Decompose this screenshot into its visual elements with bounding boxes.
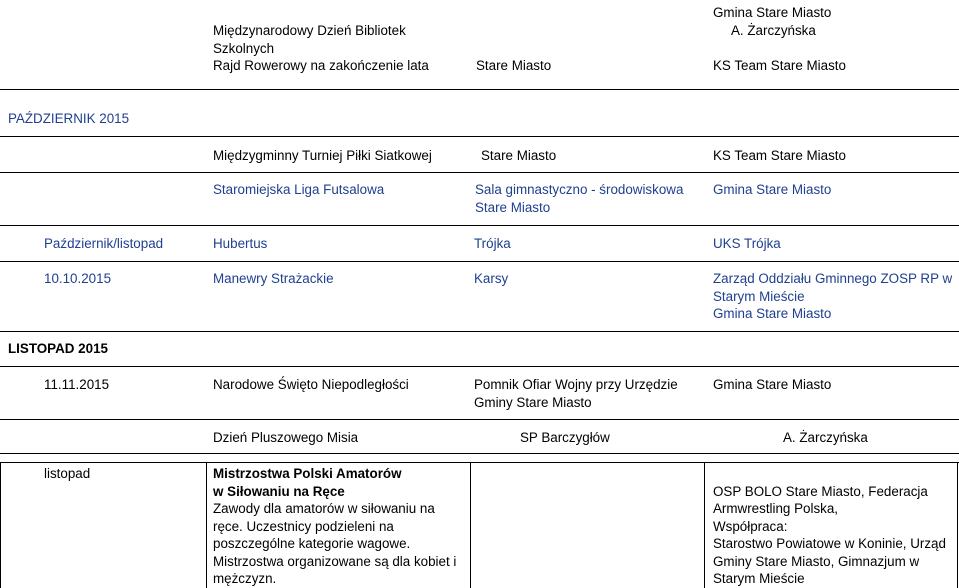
event-name: Narodowe Święto Niepodległości: [213, 377, 409, 392]
event-organizer: OSP BOLO Stare Miasto, Federacja Armwrestling Polska, Współpraca: Starostwo Powiatowe w Koninie, Urząd Gminy Stare Miasto, Gimnazjum w Starym Mieście: [713, 483, 946, 586]
divider: [0, 331, 959, 332]
event-organizer: Zarząd Oddziału Gminnego ZOSP RP w Starym Mieście Gmina Stare Miasto: [713, 271, 953, 321]
table-column-divider: [206, 462, 207, 588]
event-name: Manewry Strażackie: [213, 271, 334, 286]
table-border-left: [0, 462, 1, 588]
divider: [0, 89, 959, 90]
event-name: Międzygminny Turniej Piłki Siatkowej: [213, 148, 432, 163]
divider: [0, 261, 959, 262]
divider: [0, 419, 959, 420]
event-place: Trójka: [474, 236, 511, 251]
event-place: Pomnik Ofiar Wojny przy Urzędzie Gminy Stare Miasto: [474, 377, 678, 410]
event-name: Międzynarodowy Dzień Bibliotek Szkolnych: [213, 23, 406, 56]
event-date: 11.11.2015: [44, 377, 110, 392]
event-title: w Siłowaniu na Ręce: [213, 483, 345, 499]
event-name: Rajd Rowerowy na zakończenie lata: [213, 58, 429, 73]
event-name: Dzień Pluszowego Misia: [213, 430, 359, 445]
event-organizer: KS Team Stare Miasto: [713, 148, 846, 163]
event-place: Sala gimnastyczno - środowiskowa Stare Miasto: [475, 182, 684, 215]
event-organizer: Gmina Stare Miasto: [713, 377, 832, 392]
table-column-divider: [704, 462, 705, 588]
organizer-person: A. Żarczyńska: [731, 23, 816, 38]
event-organizer: KS Team Stare Miasto: [713, 58, 846, 73]
event-date: listopad: [44, 466, 91, 481]
event-date: 10.10.2015: [44, 271, 112, 286]
event-place: Stare Miasto: [476, 58, 552, 73]
event-organizer: UKS Trójka: [713, 236, 781, 251]
event-place: SP Barczygłów: [520, 430, 610, 445]
event-organizer: Gmina Stare Miasto: [713, 182, 832, 197]
divider: [0, 136, 959, 137]
table-column-divider: [470, 462, 471, 588]
event-description: Zawody dla amatorów w siłowaniu na ręce. Uczestnicy podzieleni na poszczególne kategorie wagowe. Mistrzostwa organizowane są dla kobiet i mężczyzn.: [213, 501, 457, 586]
event-name: Hubertus: [213, 236, 268, 251]
section-header-october: PAŹDZIERNIK 2015: [8, 111, 130, 126]
event-title: Mistrzostwa Polski Amatorów: [213, 466, 402, 481]
table-border-top: [0, 462, 959, 463]
divider: [0, 453, 959, 454]
event-name: Staromiejska Liga Futsalowa: [213, 182, 385, 197]
divider: [0, 172, 959, 173]
section-header-november: LISTOPAD 2015: [8, 341, 108, 356]
event-date: Październik/listopad: [44, 236, 164, 251]
divider: [0, 225, 959, 226]
event-place: Karsy: [474, 271, 509, 286]
table-border-right: [957, 462, 958, 588]
event-organizer: A. Żarczyńska: [783, 430, 868, 445]
organizer-org: Gmina Stare Miasto: [713, 5, 832, 20]
divider: [0, 366, 959, 367]
event-place: Stare Miasto: [481, 148, 557, 163]
